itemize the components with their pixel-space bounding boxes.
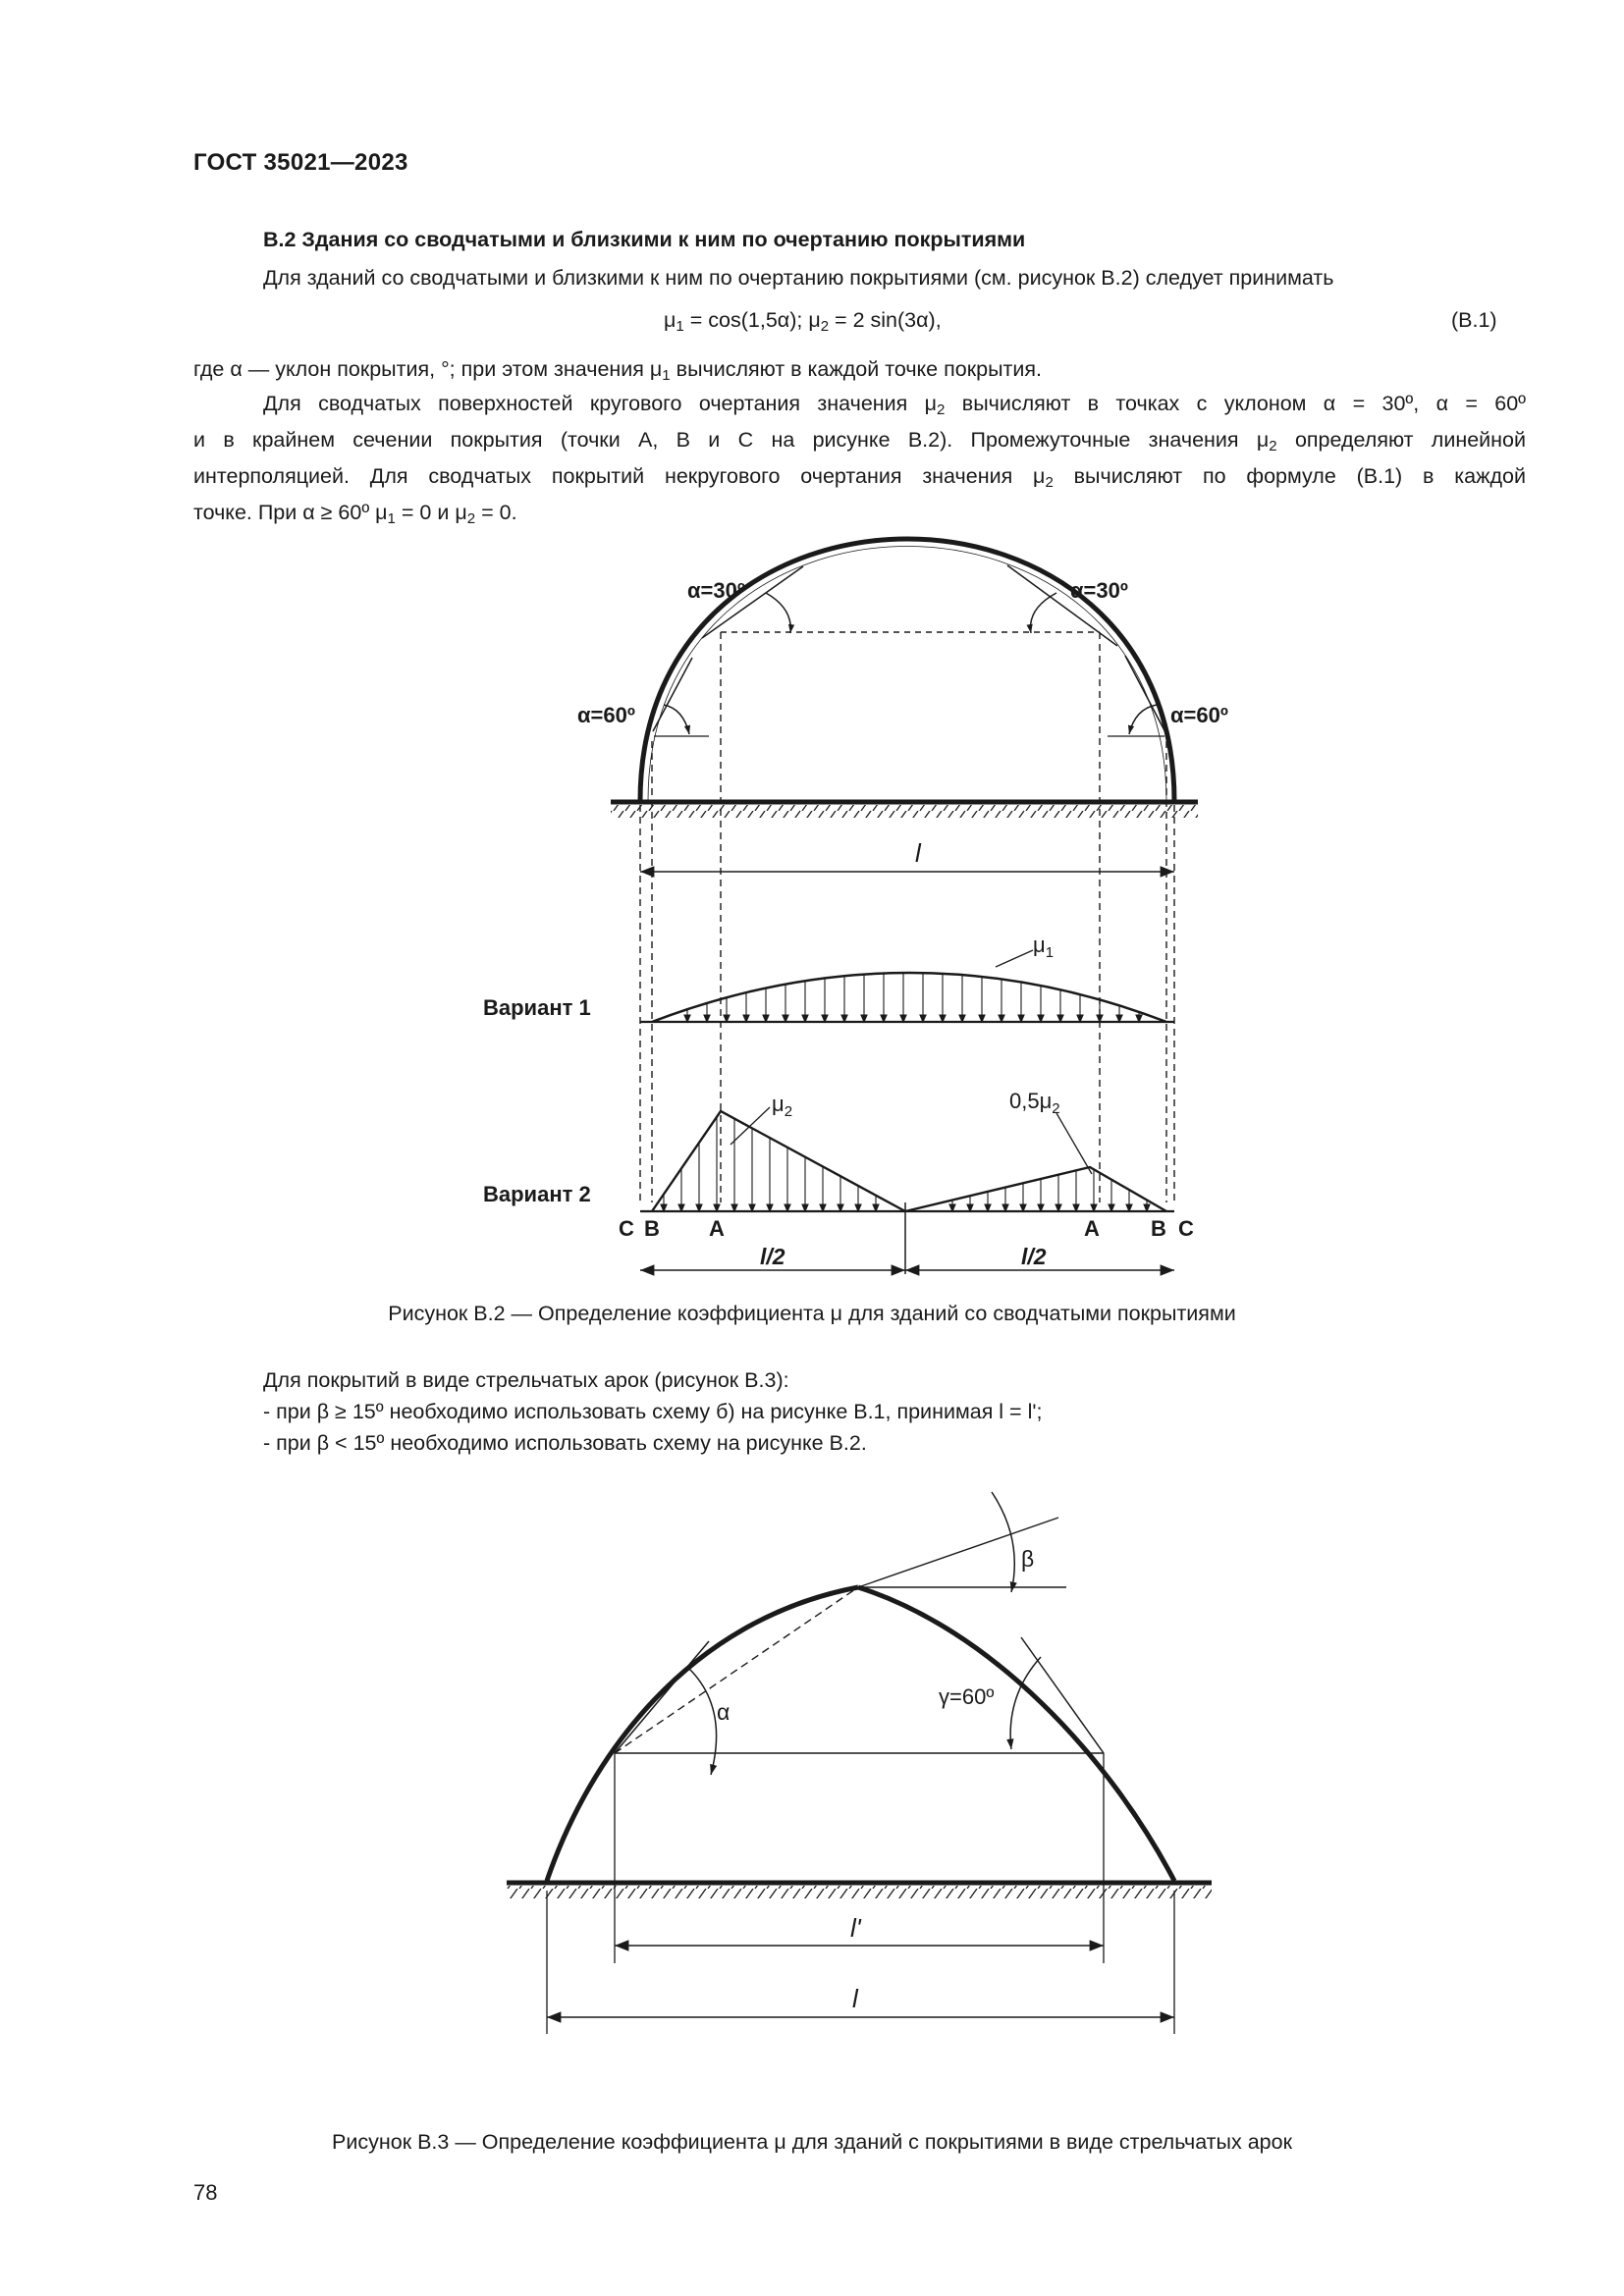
label-beta: β <box>1021 1546 1035 1572</box>
label-variant-2: Вариант 2 <box>483 1182 591 1206</box>
label-point-a-left: A <box>709 1216 725 1241</box>
mu2-load-arrows <box>661 1117 1150 1211</box>
dashed-chord <box>615 1587 858 1753</box>
mu2-load-triangle-left <box>652 1111 905 1211</box>
formula-number: (В.1) <box>1451 308 1497 332</box>
figure-b3-caption: Рисунок В.3 — Определение коэффициента μ для зданий с покрытиями в виде стрельчатых арок <box>332 2130 1292 2154</box>
label-point-c-left: C <box>619 1216 634 1241</box>
label-point-b-left: B <box>644 1216 660 1241</box>
label-point-c-right: C <box>1178 1216 1194 1241</box>
angle-arc-alpha <box>689 1669 717 1775</box>
label-half-span-left: l/2 <box>760 1244 785 1269</box>
label-gamma: γ=60º <box>939 1684 995 1709</box>
pointed-arch-right <box>858 1587 1174 1881</box>
ground-line-b3 <box>507 1883 1212 1898</box>
figure-b2-caption: Рисунок В.2 — Определение коэффициента μ для зданий со сводчатыми покрытиями <box>388 1302 1236 1325</box>
where-paragraph: где α — уклон покрытия, °; при этом значения $\mu_1$ вычисляют в каждой точке покрытия. <box>193 357 1043 384</box>
tangent-60-right <box>1125 656 1166 734</box>
label-alpha60-left: α=60º <box>577 703 635 727</box>
mu1-load-arrows <box>684 973 1142 1022</box>
angle-arc-60-left <box>664 705 689 734</box>
formula-b1: $\mu_1 = \cos(1,5\alpha)$; $\mu_2 = 2$ sin(3α), <box>664 308 942 335</box>
pointed-arch-line-3: - при β < 15º необходимо использовать схему на рисунке В.2. <box>263 1431 867 1455</box>
arch-paragraph-line-3: интерполяцией. Для сводчатых покрытий некругового очертания значения $\mu_2$ вычисляют по формуле (В.1) в каждой <box>193 464 1526 491</box>
label-l: l <box>852 1984 858 2013</box>
angle-arc-beta <box>992 1492 1014 1592</box>
pointed-arch-line-2: - при β ≥ 15º необходимо использовать схему б) на рисунке В.1, принимая l = l'; <box>263 1400 1043 1423</box>
label-point-a-right: A <box>1084 1216 1100 1241</box>
label-alpha30-right: α=30º <box>1070 578 1128 603</box>
label-mu1: $\mu_1$ <box>1033 933 1055 961</box>
label-mu2: $\mu_2$ <box>772 1092 793 1120</box>
angle-arc-30-left <box>766 593 790 633</box>
label-l-prime: l' <box>850 1913 861 1943</box>
label-alpha: α <box>717 1699 731 1725</box>
arch-paragraph-line-4: точке. При α ≥ 60º $\mu_1 = 0$ и $\mu_2 = 0$. <box>193 501 517 527</box>
label-span-l: l <box>915 838 921 868</box>
page-number: 78 <box>193 2180 218 2205</box>
label-half-span-right: l/2 <box>1021 1244 1047 1269</box>
pointed-arch-line-1: Для покрытий в виде стрельчатых арок (рисунок В.3): <box>263 1368 789 1392</box>
label-point-b-right: B <box>1151 1216 1166 1241</box>
label-variant-1: Вариант 1 <box>483 995 591 1020</box>
pointed-arch-paragraph <box>263 1364 1042 1459</box>
ground-line <box>611 802 1198 818</box>
arch-paragraph-line-1: Для сводчатых поверхностей кругового очертания значения $\mu_2$ вычисляют в точках с уклоном α = 30º, α = 60º <box>263 392 1527 418</box>
label-half-mu2: $0,5\mu_2$ <box>1009 1089 1060 1117</box>
label-alpha60-right: α=60º <box>1170 703 1228 727</box>
document-header: ГОСТ 35021—2023 <box>193 149 408 176</box>
label-alpha30-left: α=30º <box>687 578 745 603</box>
arch-paragraph-line-2: и в крайнем сечении покрытия (точки А, В и С на рисунке В.2). Промежуточные значения $\mu_2$ определяют линейной <box>193 428 1527 454</box>
pointed-arch-left <box>547 1587 858 1881</box>
figure-b3-diagram <box>0 1463 1624 2130</box>
angle-arc-gamma <box>1010 1657 1041 1749</box>
intro-paragraph: Для зданий со сводчатыми и близкими к ним по очертанию покрытиями (см. рисунок В.2) следует принимать <box>263 266 1334 290</box>
section-title: В.2 Здания со сводчатыми и близкими к ним по очертанию покрытиями <box>263 228 1026 251</box>
